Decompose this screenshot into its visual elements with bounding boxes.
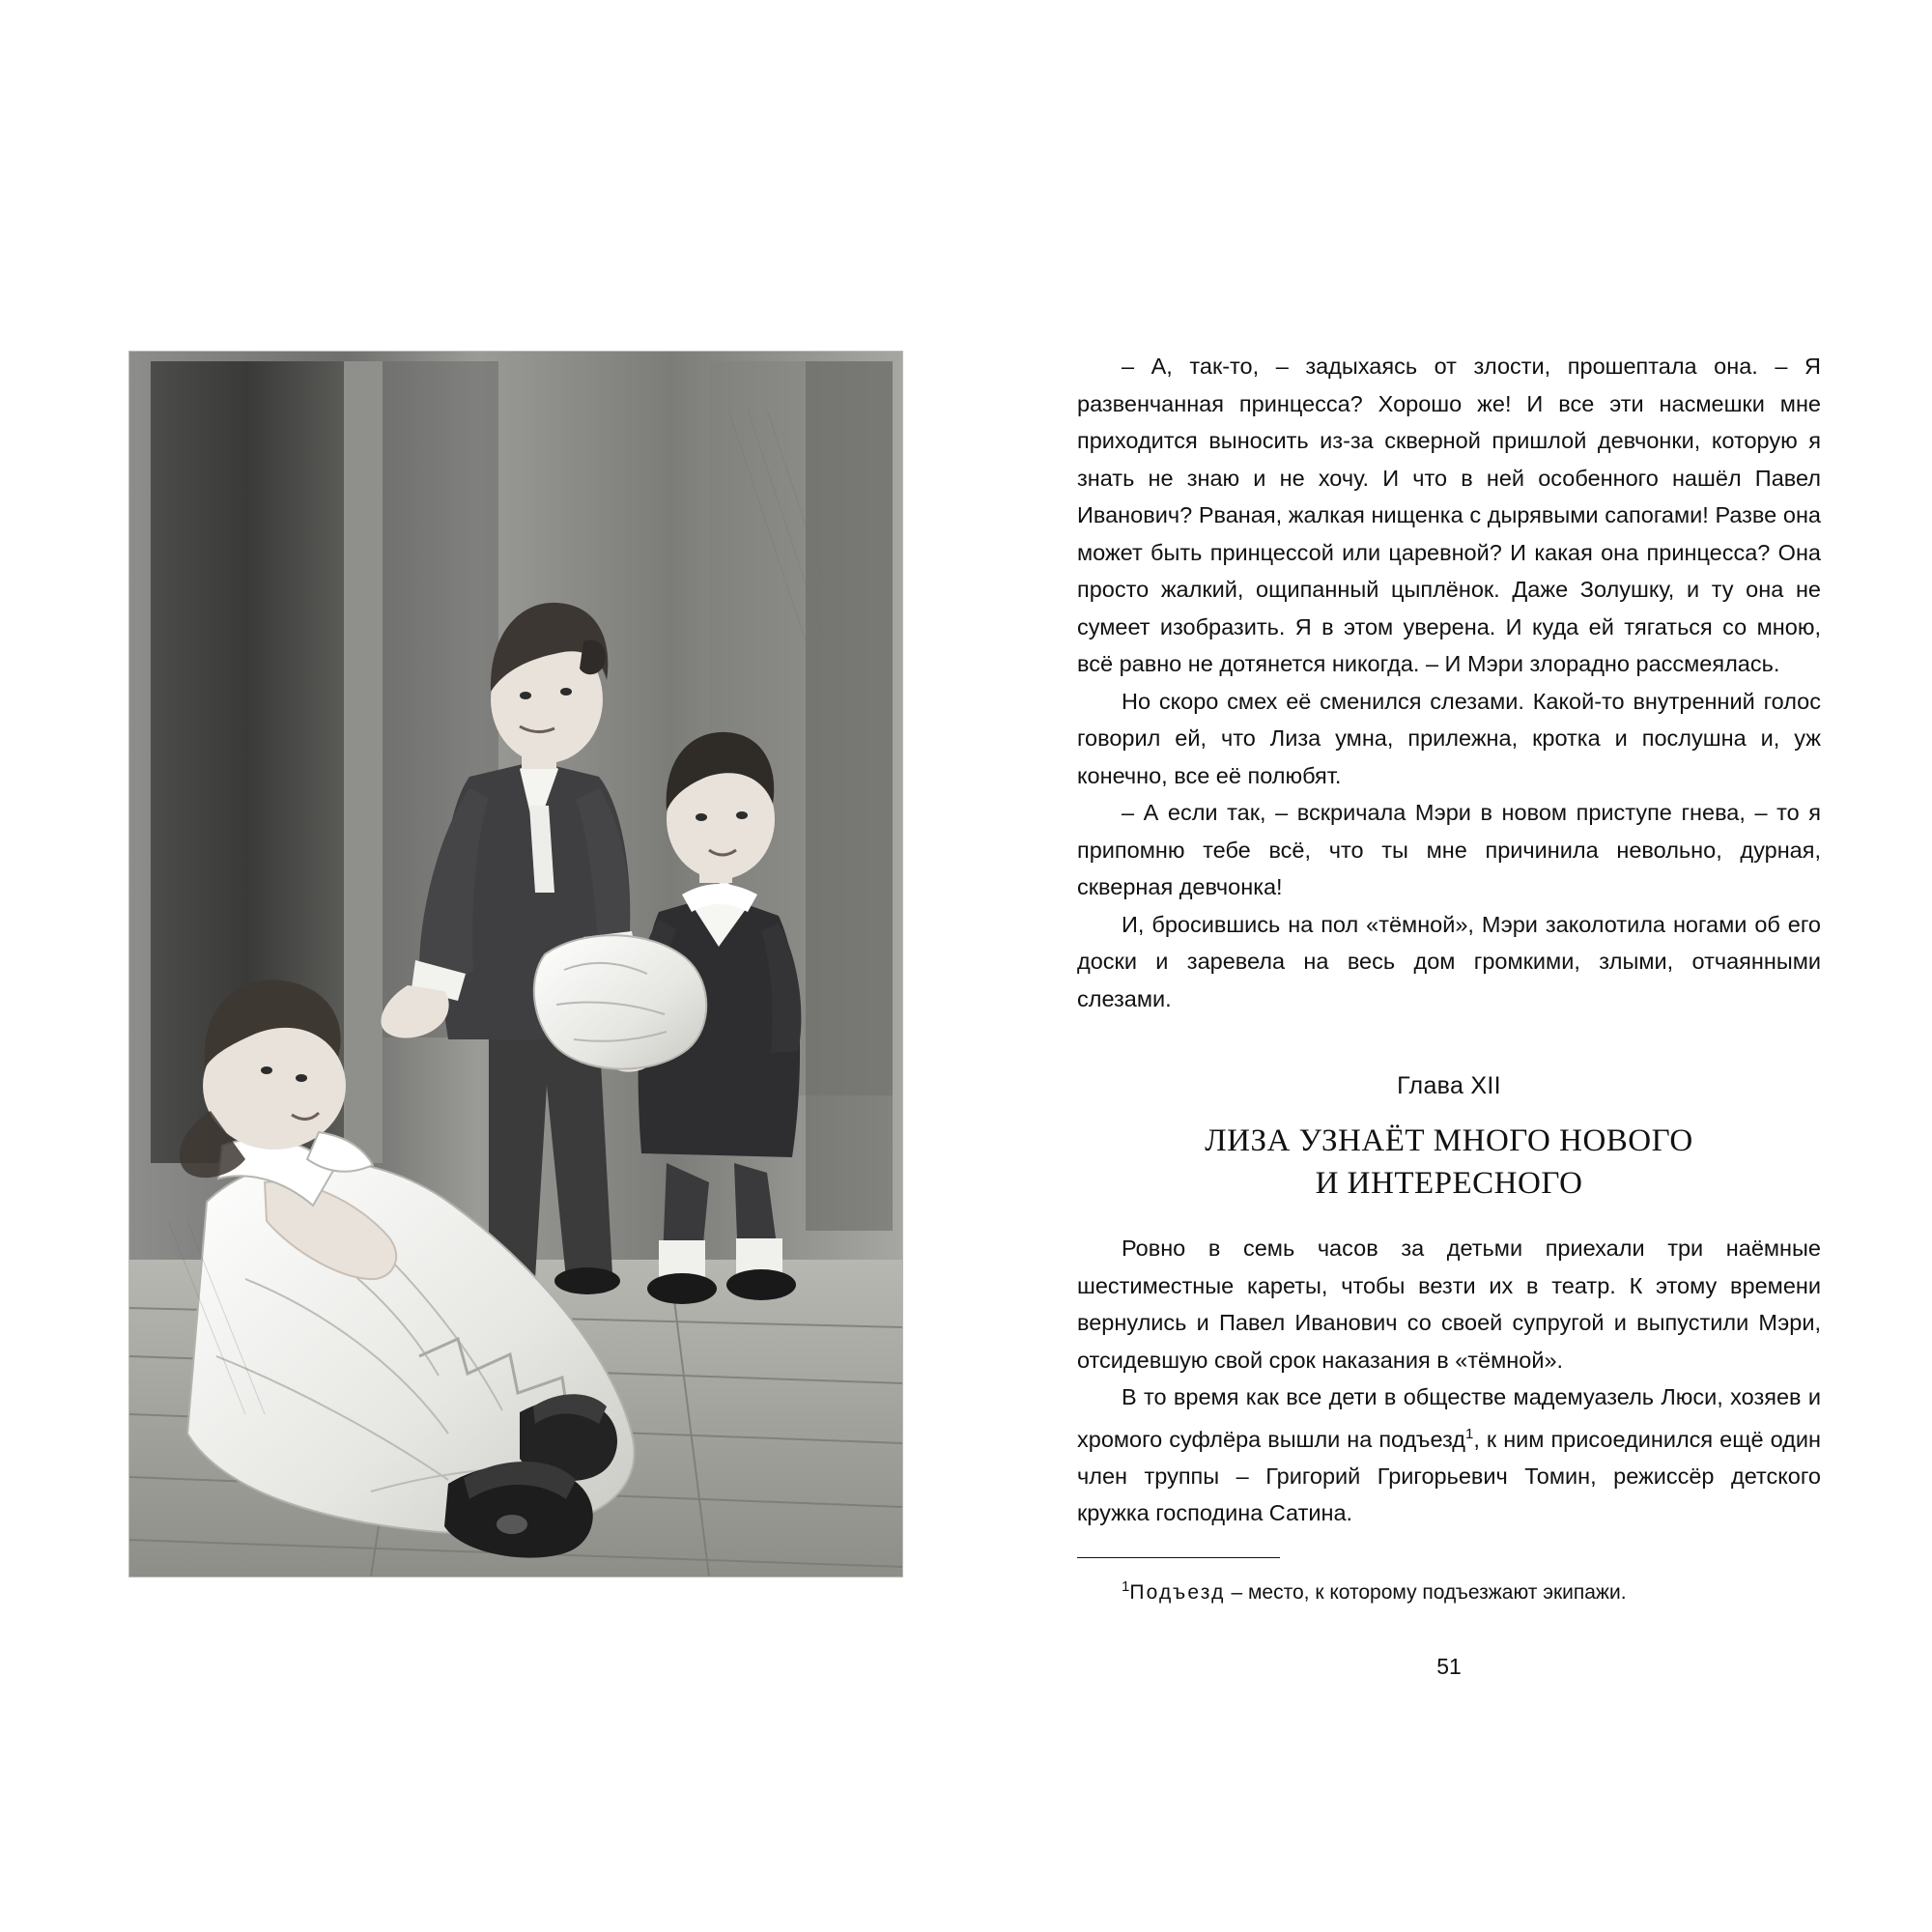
paragraph-text: В то время как все дети в обществе мадемуазель Люси, хозяев и хромого суфлёра вышли на подъезд	[1077, 1384, 1821, 1452]
paragraph: И, бросившись на пол «тёмной», Мэри заколотила ногами об его доски и заревела на весь дом громкими, злыми, отчаянными слезами.	[1077, 911, 1821, 1011]
footnote	[1077, 1572, 1821, 1608]
book-illustration-three-children-in-dark-room	[128, 351, 903, 1577]
paragraph: – А если так, – вскричала Мэри в новом приступе гнева, – то я припомню тебе всё, что ты мне причинила невольно, дурная, скверная девчонка!	[1077, 800, 1821, 899]
footnote-term: Подъезд	[1129, 1580, 1226, 1604]
paragraph: Ровно в семь часов за детьми приехали три наёмные шестиместные кареты, чтобы везти их в театр. К этому времени вернулись и Павел Иванович со своей супругой и выпустили Мэри, отсидевшую свой срок наказания в «тёмной».	[1077, 1236, 1821, 1373]
paragraph-text-tail: , к ним присоединился ещё один член труппы – Григорий Григорьевич Томин, режиссёр детского кружка господина Сатина.	[1077, 1426, 1821, 1526]
footnote-reference[interactable]: 1	[1465, 1425, 1474, 1442]
chapter-title-line-1: ЛИЗА УЗНАЁТ МНОГО НОВОГО	[1205, 1123, 1693, 1158]
body-text-column	[1077, 348, 1821, 1608]
paragraph-with-footnote	[1077, 1378, 1821, 1532]
chapter-number: Глава XII	[1397, 1072, 1501, 1099]
chapter-title	[1077, 1120, 1821, 1205]
footnote-text: – место, к которому подъезжают экипажи.	[1225, 1580, 1627, 1604]
illustration-artwork	[129, 352, 902, 1577]
footnote-separator	[1077, 1557, 1280, 1558]
paragraph: – А, так-то, – задыхаясь от злости, прошептала она. – Я развенчанная принцесса? Хорошо же! И все эти насмешки мне приходится выносить из-за скверной пришлой девчонки, которую я знать не знаю и не хочу. И что в ней особенного нашёл Павел Иванович? Рваная, жалкая нищенка с дырявыми сапогами! Разве она может быть принцессой или царевной? И какая она принцесса? Она просто жалкий, ощипанный цыплёнок. Даже Золушку, и ту она не сумеет изобразить. Я в этом уверена. И куда ей тягаться со мною, всё равно не дотянется никогда. – И Мэри злорадно рассмеялась.	[1077, 354, 1821, 676]
chapter-title-line-2: И ИНТЕРЕСНОГО	[1315, 1166, 1583, 1201]
footnote-marker: 1	[1122, 1577, 1130, 1595]
chapter-heading	[1077, 1069, 1821, 1205]
page-number: 51	[1436, 1654, 1462, 1679]
paragraph: Но скоро смех её сменился слезами. Какой-то внутренний голос говорил ей, что Лиза умна, прилежна, кротка и послушна и, уж конечно, все её полюбят.	[1077, 688, 1821, 788]
